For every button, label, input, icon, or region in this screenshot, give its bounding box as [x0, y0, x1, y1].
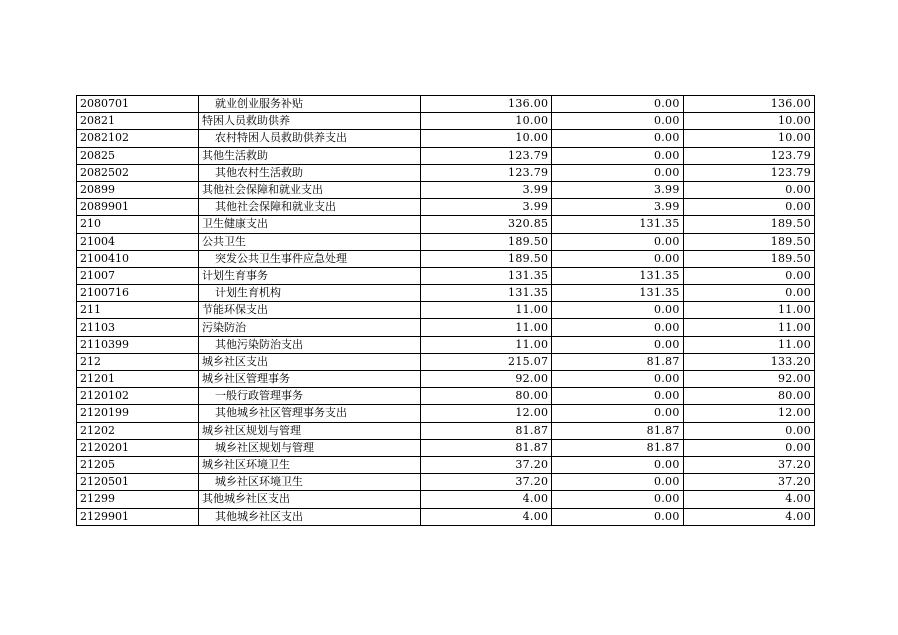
- project-expense-cell: 10.00: [683, 130, 814, 147]
- account-name-cell: 城乡社区环境卫生: [199, 456, 421, 473]
- account-name-cell: 突发公共卫生事件应急处理: [199, 250, 421, 267]
- project-expense-cell: 0.00: [683, 285, 814, 302]
- basic-expense-cell: 131.35: [552, 285, 683, 302]
- basic-expense-cell: 0.00: [552, 302, 683, 319]
- account-code-cell: 2089901: [77, 199, 199, 216]
- basic-expense-cell: 3.99: [552, 199, 683, 216]
- total-amount-cell: 12.00: [421, 405, 552, 422]
- project-expense-cell: 4.00: [683, 508, 814, 525]
- total-amount-cell: 81.87: [421, 439, 552, 456]
- basic-expense-cell: 0.00: [552, 456, 683, 473]
- account-name-cell: 其他农村生活救助: [199, 164, 421, 181]
- account-name-cell: 城乡社区管理事务: [199, 371, 421, 388]
- project-expense-cell: 0.00: [683, 199, 814, 216]
- account-code-cell: 2100716: [77, 285, 199, 302]
- table-row: [77, 491, 815, 508]
- table-row: [77, 439, 815, 456]
- project-expense-cell: 133.20: [683, 353, 814, 370]
- table-row: [77, 164, 815, 181]
- table-row: [77, 422, 815, 439]
- table-row: [77, 474, 815, 491]
- project-expense-cell: 0.00: [683, 439, 814, 456]
- account-code-cell: 2120199: [77, 405, 199, 422]
- account-name-cell: 一般行政管理事务: [199, 388, 421, 405]
- table-row: [77, 147, 815, 164]
- total-amount-cell: 189.50: [421, 250, 552, 267]
- basic-expense-cell: 81.87: [552, 353, 683, 370]
- table-row: [77, 456, 815, 473]
- project-expense-cell: 92.00: [683, 371, 814, 388]
- total-amount-cell: 37.20: [421, 474, 552, 491]
- project-expense-cell: 11.00: [683, 319, 814, 336]
- table-row: [77, 216, 815, 233]
- account-name-cell: 计划生育事务: [199, 267, 421, 284]
- total-amount-cell: 37.20: [421, 456, 552, 473]
- total-amount-cell: 123.79: [421, 147, 552, 164]
- account-code-cell: 2082102: [77, 130, 199, 147]
- account-name-cell: 其他污染防治支出: [199, 336, 421, 353]
- table-row: [77, 267, 815, 284]
- table-row: [77, 302, 815, 319]
- total-amount-cell: 10.00: [421, 130, 552, 147]
- account-name-cell: 农村特困人员救助供养支出: [199, 130, 421, 147]
- table-row: [77, 130, 815, 147]
- account-code-cell: 21007: [77, 267, 199, 284]
- account-code-cell: 20821: [77, 113, 199, 130]
- account-code-cell: 2080701: [77, 96, 199, 113]
- account-name-cell: 节能环保支出: [199, 302, 421, 319]
- total-amount-cell: 4.00: [421, 491, 552, 508]
- account-name-cell: 计划生育机构: [199, 285, 421, 302]
- total-amount-cell: 92.00: [421, 371, 552, 388]
- total-amount-cell: 215.07: [421, 353, 552, 370]
- table-row: [77, 285, 815, 302]
- account-code-cell: 21103: [77, 319, 199, 336]
- basic-expense-cell: 0.00: [552, 250, 683, 267]
- account-code-cell: 21205: [77, 456, 199, 473]
- total-amount-cell: 80.00: [421, 388, 552, 405]
- table-row: [77, 250, 815, 267]
- table-row: [77, 371, 815, 388]
- account-name-cell: 其他城乡社区支出: [199, 508, 421, 525]
- account-code-cell: 21201: [77, 371, 199, 388]
- total-amount-cell: 189.50: [421, 233, 552, 250]
- account-name-cell: 城乡社区支出: [199, 353, 421, 370]
- account-code-cell: 210: [77, 216, 199, 233]
- total-amount-cell: 131.35: [421, 285, 552, 302]
- account-name-cell: 城乡社区环境卫生: [199, 474, 421, 491]
- account-name-cell: 其他城乡社区支出: [199, 491, 421, 508]
- basic-expense-cell: 0.00: [552, 474, 683, 491]
- account-name-cell: 就业创业服务补贴: [199, 96, 421, 113]
- total-amount-cell: 3.99: [421, 199, 552, 216]
- account-code-cell: 2082502: [77, 164, 199, 181]
- basic-expense-cell: 81.87: [552, 439, 683, 456]
- total-amount-cell: 81.87: [421, 422, 552, 439]
- table-row: [77, 336, 815, 353]
- project-expense-cell: 123.79: [683, 164, 814, 181]
- project-expense-cell: 4.00: [683, 491, 814, 508]
- basic-expense-cell: 0.00: [552, 319, 683, 336]
- total-amount-cell: 136.00: [421, 96, 552, 113]
- account-name-cell: 城乡社区规划与管理: [199, 439, 421, 456]
- table-row: [77, 353, 815, 370]
- account-name-cell: 其他生活救助: [199, 147, 421, 164]
- basic-expense-cell: 0.00: [552, 371, 683, 388]
- table-row: [77, 508, 815, 525]
- basic-expense-cell: 0.00: [552, 405, 683, 422]
- basic-expense-cell: 3.99: [552, 181, 683, 198]
- table-body: [77, 96, 815, 526]
- account-code-cell: 20899: [77, 181, 199, 198]
- account-name-cell: 公共卫生: [199, 233, 421, 250]
- basic-expense-cell: 0.00: [552, 233, 683, 250]
- project-expense-cell: 123.79: [683, 147, 814, 164]
- table-row: [77, 233, 815, 250]
- table-row: [77, 96, 815, 113]
- account-code-cell: 20825: [77, 147, 199, 164]
- budget-table: [76, 95, 815, 526]
- total-amount-cell: 11.00: [421, 336, 552, 353]
- total-amount-cell: 11.00: [421, 319, 552, 336]
- table-row: [77, 405, 815, 422]
- basic-expense-cell: 0.00: [552, 508, 683, 525]
- basic-expense-cell: 0.00: [552, 113, 683, 130]
- project-expense-cell: 80.00: [683, 388, 814, 405]
- basic-expense-cell: 0.00: [552, 147, 683, 164]
- account-code-cell: 21299: [77, 491, 199, 508]
- basic-expense-cell: 0.00: [552, 164, 683, 181]
- project-expense-cell: 0.00: [683, 267, 814, 284]
- table-row: [77, 388, 815, 405]
- basic-expense-cell: 0.00: [552, 491, 683, 508]
- table-row: [77, 113, 815, 130]
- project-expense-cell: 10.00: [683, 113, 814, 130]
- account-code-cell: 212: [77, 353, 199, 370]
- project-expense-cell: 0.00: [683, 181, 814, 198]
- account-name-cell: 其他社会保障和就业支出: [199, 181, 421, 198]
- total-amount-cell: 123.79: [421, 164, 552, 181]
- basic-expense-cell: 131.35: [552, 267, 683, 284]
- account-code-cell: 2110399: [77, 336, 199, 353]
- table-row: [77, 181, 815, 198]
- account-name-cell: 特困人员救助供养: [199, 113, 421, 130]
- total-amount-cell: 131.35: [421, 267, 552, 284]
- project-expense-cell: 0.00: [683, 422, 814, 439]
- total-amount-cell: 320.85: [421, 216, 552, 233]
- total-amount-cell: 10.00: [421, 113, 552, 130]
- total-amount-cell: 3.99: [421, 181, 552, 198]
- basic-expense-cell: 81.87: [552, 422, 683, 439]
- total-amount-cell: 11.00: [421, 302, 552, 319]
- account-code-cell: 21202: [77, 422, 199, 439]
- project-expense-cell: 136.00: [683, 96, 814, 113]
- project-expense-cell: 11.00: [683, 302, 814, 319]
- basic-expense-cell: 131.35: [552, 216, 683, 233]
- account-code-cell: 21004: [77, 233, 199, 250]
- table-row: [77, 319, 815, 336]
- account-code-cell: 211: [77, 302, 199, 319]
- basic-expense-cell: 0.00: [552, 388, 683, 405]
- project-expense-cell: 189.50: [683, 216, 814, 233]
- basic-expense-cell: 0.00: [552, 96, 683, 113]
- account-code-cell: 2129901: [77, 508, 199, 525]
- project-expense-cell: 37.20: [683, 456, 814, 473]
- project-expense-cell: 11.00: [683, 336, 814, 353]
- account-name-cell: 卫生健康支出: [199, 216, 421, 233]
- project-expense-cell: 189.50: [683, 233, 814, 250]
- account-name-cell: 其他城乡社区管理事务支出: [199, 405, 421, 422]
- account-name-cell: 污染防治: [199, 319, 421, 336]
- account-code-cell: 2120201: [77, 439, 199, 456]
- total-amount-cell: 4.00: [421, 508, 552, 525]
- project-expense-cell: 189.50: [683, 250, 814, 267]
- basic-expense-cell: 0.00: [552, 336, 683, 353]
- basic-expense-cell: 0.00: [552, 130, 683, 147]
- project-expense-cell: 12.00: [683, 405, 814, 422]
- account-code-cell: 2120501: [77, 474, 199, 491]
- account-name-cell: 城乡社区规划与管理: [199, 422, 421, 439]
- account-code-cell: 2100410: [77, 250, 199, 267]
- project-expense-cell: 37.20: [683, 474, 814, 491]
- account-code-cell: 2120102: [77, 388, 199, 405]
- table-row: [77, 199, 815, 216]
- account-name-cell: 其他社会保障和就业支出: [199, 199, 421, 216]
